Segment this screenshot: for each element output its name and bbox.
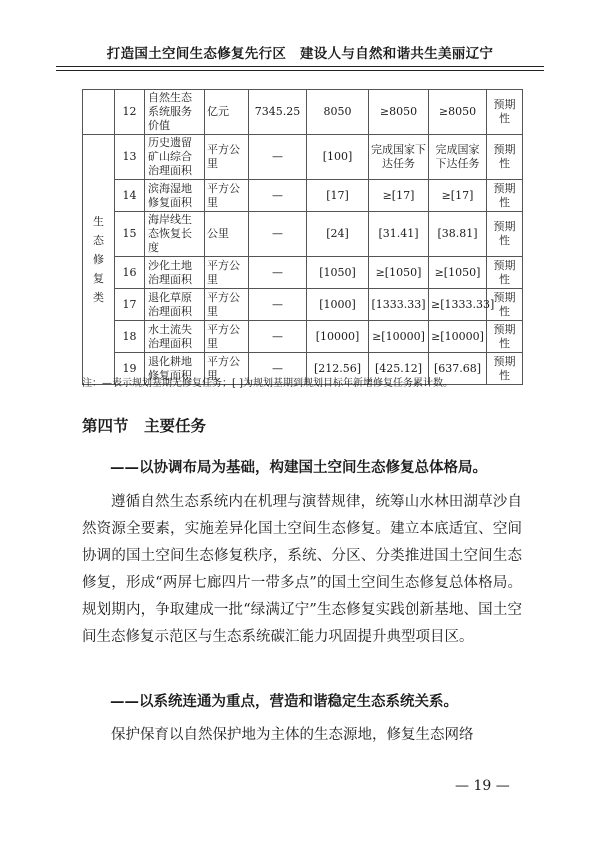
target-2030: ≥[17]	[369, 180, 429, 212]
header-rule-thin	[56, 70, 544, 71]
target-2035: ≥[17]	[429, 180, 487, 212]
target-2035: ≥8050	[429, 90, 487, 135]
target-2025: [1000]	[307, 289, 369, 321]
subhead-2: ——以系统连通为重点，营造和谐稳定生态系统关系。	[110, 693, 458, 710]
row-number: 14	[115, 180, 145, 212]
indicator-name: 自然生态系统服务价值	[145, 90, 205, 135]
target-2035: ≥[1050]	[429, 257, 487, 289]
unit: 平方公里	[205, 257, 249, 289]
target-2025: [1050]	[307, 257, 369, 289]
row-number: 15	[115, 212, 145, 257]
table-row	[83, 90, 523, 135]
base-value: —	[249, 257, 307, 289]
target-2035: 完成国家下达任务	[429, 135, 487, 180]
target-2035: ≥[10000]	[429, 321, 487, 353]
attribute: 预期性	[487, 257, 523, 289]
target-2025: [100]	[307, 135, 369, 180]
indicator-name: 水土流失治理面积	[145, 321, 205, 353]
base-value: —	[249, 321, 307, 353]
base-value: —	[249, 353, 307, 385]
unit: 亿元	[205, 90, 249, 135]
target-2030: ≥[1050]	[369, 257, 429, 289]
table-row	[83, 135, 523, 180]
attribute: 预期性	[487, 180, 523, 212]
base-value: —	[249, 212, 307, 257]
target-2030: 完成国家下达任务	[369, 135, 429, 180]
table-row	[83, 257, 523, 289]
indicator-name: 滨海湿地修复面积	[145, 180, 205, 212]
subhead-1: ——以协调布局为基础，构建国土空间生态修复总体格局。	[110, 459, 487, 476]
category-label: 生态修复类	[93, 215, 104, 304]
indicator-name: 历史遗留矿山综合治理面积	[145, 135, 205, 180]
row-number: 18	[115, 321, 145, 353]
target-2030: [1333.33]	[369, 289, 429, 321]
table-row	[83, 321, 523, 353]
paragraph-1: 遵循自然生态系统内在机理与演替规律，统筹山水林田湖草沙自然资源全要素，实施差异化国土空间生态修复。建立本底适宜、空间协调的国土空间生态修复秩序，系统、分区、分类推进国土空间生态修复，形成“两屏七廊四片一带多点”的国土空间生态修复总体格局。规划期内，争取建成一批“绿满辽宁”生态修复实践创新基地、国土空间生态修复示范区与生态系统碳汇能力巩固提升典型项目区。	[82, 494, 522, 645]
attribute: 预期性	[487, 353, 523, 385]
target-2030: ≥8050	[369, 90, 429, 135]
section-title: 第四节 主要任务	[82, 417, 207, 435]
running-header: 打造国土空间生态修复先行区 建设人与自然和谐共生美丽辽宁	[106, 46, 494, 62]
target-2025: [212.56]	[307, 353, 369, 385]
table-row	[83, 289, 523, 321]
category-cell-blank	[83, 90, 115, 135]
base-value: —	[249, 289, 307, 321]
category-cell	[83, 135, 115, 385]
unit: 平方公里	[205, 135, 249, 180]
page-number: — 19 —	[455, 778, 510, 794]
target-2035: ≥[1333.33]	[429, 289, 487, 321]
header-rule	[56, 66, 544, 67]
base-value: —	[249, 180, 307, 212]
target-2025: 8050	[307, 90, 369, 135]
unit: 平方公里	[205, 289, 249, 321]
row-number: 17	[115, 289, 145, 321]
indicator-name: 沙化土地治理面积	[145, 257, 205, 289]
target-2030: ≥[10000]	[369, 321, 429, 353]
row-number: 12	[115, 90, 145, 135]
base-value: —	[249, 135, 307, 180]
target-2025: [17]	[307, 180, 369, 212]
target-2035: [637.68]	[429, 353, 487, 385]
table-row	[83, 180, 523, 212]
indicator-name: 海岸线生态恢复长度	[145, 212, 205, 257]
target-2035: [38.81]	[429, 212, 487, 257]
attribute: 预期性	[487, 289, 523, 321]
paragraph-2: 保护保育以自然保护地为主体的生态源地，修复生态网络	[111, 727, 474, 743]
indicator-name: 退化耕地修复面积	[145, 353, 205, 385]
target-2025: [24]	[307, 212, 369, 257]
target-2030: [425.12]	[369, 353, 429, 385]
row-number: 13	[115, 135, 145, 180]
attribute: 预期性	[487, 90, 523, 135]
target-2025: [10000]	[307, 321, 369, 353]
indicator-name: 退化草原治理面积	[145, 289, 205, 321]
attribute: 预期性	[487, 212, 523, 257]
unit: 公里	[205, 212, 249, 257]
target-2030: [31.41]	[369, 212, 429, 257]
row-number: 19	[115, 353, 145, 385]
unit: 平方公里	[205, 180, 249, 212]
table-note: 注：—表示规划基期无修复任务；[ ]为规划基期到规划目标年新增修复任务累计数。	[82, 378, 453, 389]
attribute: 预期性	[487, 321, 523, 353]
indicator-table	[82, 89, 523, 385]
row-number: 16	[115, 257, 145, 289]
attribute: 预期性	[487, 135, 523, 180]
unit: 平方公里	[205, 321, 249, 353]
unit: 平方公里	[205, 353, 249, 385]
table-row	[83, 212, 523, 257]
base-value: 7345.25	[249, 90, 307, 135]
